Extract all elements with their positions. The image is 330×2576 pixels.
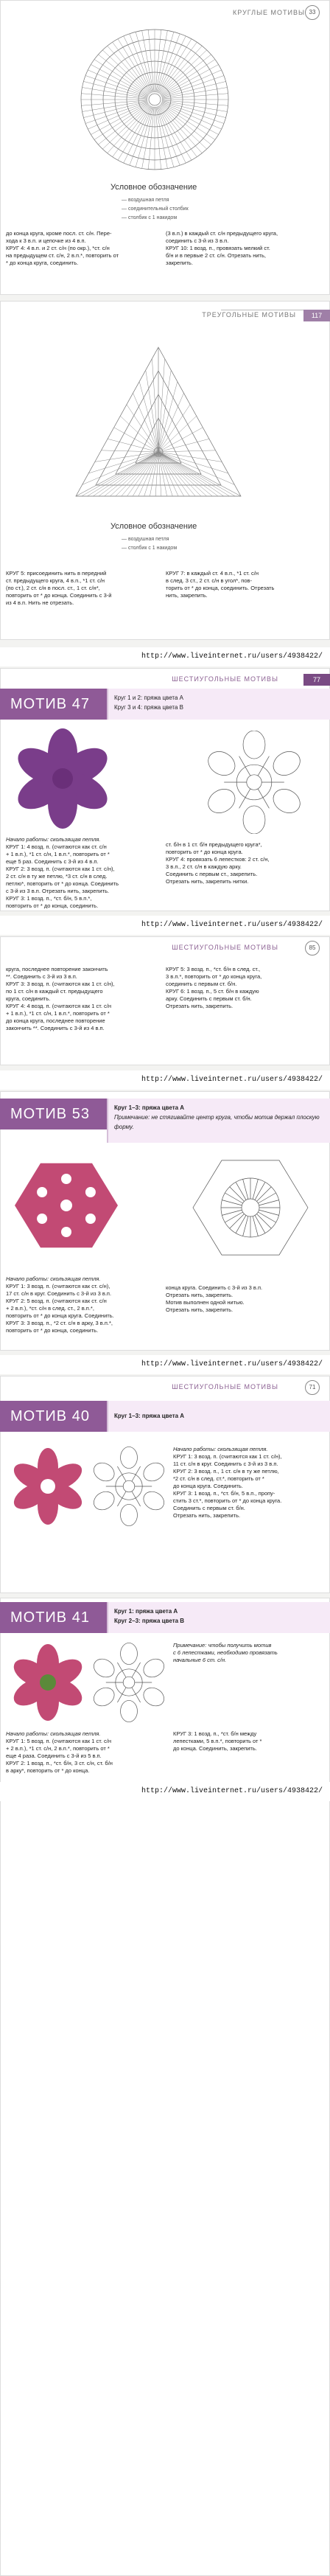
stitch-mark: [132, 1663, 141, 1677]
text-line: КРУГ 4: провязать 6 лепестков: 2 ст. с/н,: [166, 856, 270, 863]
page-header: ШЕСТИУГОЛЬНЫЕ МОТИВЫ: [172, 675, 278, 683]
source-url[interactable]: http://www.liveinternet.ru/users/4938422/: [141, 1076, 323, 1084]
text-line: КРУГ 3: 1 возд. п., *ст. б/н, 5 в.п.*,: [6, 895, 92, 902]
text-line: Начало работы: скользящая петля.: [6, 1730, 101, 1737]
stitch-mark: [132, 1466, 141, 1481]
text-line: **. Соединить с 3-й из 3 в.п.: [6, 973, 77, 980]
triangle-crochet-diagram: [70, 341, 247, 504]
text-line: торить от * до конца, соединить. Отрезать: [166, 585, 275, 591]
text-line: 3 в.п.*, повторить от * до конца круга,: [166, 973, 262, 980]
stitch-mark: [158, 450, 216, 452]
stitch-mark: [94, 60, 149, 96]
page-header: ШЕСТИУГОЛЬНЫЕ МОТИВЫ: [172, 944, 278, 951]
text-line: КРУГ 2: 1 возд. п., *ст. б/н, 3 ст. с/н, ст. б/н: [6, 1760, 113, 1766]
text-line: закрепить.: [166, 260, 193, 266]
diagram-petal: [121, 1447, 138, 1468]
text-line: в след. 3 ст., 2 ст. с/н в угол*, пов-: [166, 577, 253, 584]
stitch-mark: [256, 1214, 271, 1228]
text-line: КРУГ 4: 4 в.п. и 2 ст. с/н (по окр.), *ст. с/н: [6, 245, 110, 251]
text-line: Отрезать нить, закрепить.: [166, 1292, 234, 1298]
motif-40-photo: [7, 1446, 88, 1527]
instructions-right: [166, 966, 320, 1010]
diagram-petal: [91, 1459, 118, 1484]
motif-title: МОТИВ 53: [0, 1099, 113, 1129]
text-line: до конца круга, кроме посл. ст. с/н. Пере-: [6, 230, 112, 237]
text-line: Мотив выполнен одной нитью.: [166, 1299, 245, 1306]
text-line: до конца круга. Соединить.: [173, 1483, 243, 1489]
source-url-bar: [0, 1355, 330, 1374]
yarn-round-info: Круг 1 и 2: пряжа цвета А: [114, 695, 183, 701]
diagram-petal: [140, 1488, 167, 1513]
stitch-mark: [161, 104, 215, 140]
round-crochet-diagram: [74, 22, 236, 177]
stitch-mark: [162, 102, 226, 118]
stitch-mark: [162, 81, 226, 97]
motif-47-diagram: [199, 731, 309, 834]
diagram-petal: [243, 731, 265, 759]
stitch-mark: [88, 70, 148, 97]
yarn-hole: [61, 1227, 71, 1237]
stitch-mark: [117, 1466, 126, 1481]
text-line: КРУГ 5: присоединить нить в передний: [6, 570, 107, 577]
instructions-right: [173, 1446, 324, 1520]
diagram-hexagon: [193, 1160, 308, 1255]
legend-row: — воздушная петля: [122, 198, 169, 203]
text-line: (по ст.), 2 ст. с/н в посл. ст., 1 ст. с/н*,: [6, 585, 100, 591]
stitch-mark: [117, 1688, 126, 1702]
instructions-right: [166, 841, 320, 885]
stitch-mark: [117, 1663, 126, 1677]
text-line: Соединить с первым ст. б/н.: [173, 1505, 245, 1511]
stitch-mark: [161, 103, 219, 135]
text-line: КРУГ 6: 1 возд. п., 5 ст. б/н в каждую: [166, 988, 259, 995]
page-header: КРУГЛЫЕ МОТИВЫ: [233, 9, 305, 16]
stitch-mark: [91, 103, 148, 135]
motif-40-diagram: [88, 1446, 169, 1527]
text-line: + 1 в.п.), *1 ст. с/н, 1 в.п.*, повторить от *: [6, 851, 110, 857]
yarn-hole: [37, 1187, 47, 1197]
diagram-petal: [269, 784, 304, 818]
legend-title: Условное обозначение: [110, 183, 197, 192]
text-line: КРУГ 3: 1 возд. п., *ст. б/н между: [173, 1730, 257, 1737]
text-line: 17 ст. с/н в круг. Соединить с 3-й из 3 в.п.: [6, 1290, 112, 1297]
stitch-mark: [161, 60, 215, 96]
text-line: КРУГ 1: 3 возд. п. (считаются как ст. с/н),: [6, 1283, 110, 1289]
stitch-mark: [256, 1187, 271, 1202]
stitch-mark: [258, 756, 269, 776]
text-line: повторить от * до конца круга.: [166, 849, 243, 855]
stitch-mark: [158, 382, 178, 452]
yarn-round-info: Круг 2–3: пряжа цвета В: [114, 1618, 185, 1624]
stitch-mark: [102, 50, 150, 94]
diagram-petal: [204, 747, 239, 780]
page-round-motifs: [0, 0, 330, 295]
text-line: петлю*, повторить от * до конца. Соединить: [6, 880, 119, 887]
stitch-mark: [113, 42, 151, 94]
text-line: лепестками, 5 в.п.*, повторить от *: [173, 1738, 262, 1744]
text-line: арку. Соединить с первым ст. б/н.: [166, 995, 252, 1002]
text-line: *2 ст. с/н в след. ст.*, повторить от *: [173, 1475, 264, 1482]
diagram-petal: [140, 1684, 167, 1709]
yarn-round-info: Примечание: не стягивайте центр круга, чтобы мотив держал плоскую форму.: [114, 1114, 320, 1130]
stitch-mark: [139, 382, 158, 452]
yarn-hole: [85, 1214, 96, 1224]
text-line: КРУГ 3: 1 возд. п., *ст. б/н, 5 в.п., пропу-: [173, 1490, 275, 1497]
stitch-mark: [160, 105, 207, 149]
text-line: конца круга. Соединить с 3-й из 3 в.п.: [166, 1284, 263, 1291]
page-hex-text: [0, 936, 330, 1065]
page-motif-53: [0, 1091, 330, 1351]
motif-47-photo: [7, 727, 118, 830]
source-url-bar: [0, 916, 330, 935]
instructions-left: [6, 1730, 157, 1775]
diagram-ring: [247, 775, 261, 790]
text-line: закончить **. Соединить с 3-й из 4 в.п.: [6, 1025, 105, 1031]
stitch-mark: [258, 789, 269, 809]
yarn-info: [107, 1602, 330, 1633]
stitch-mark: [83, 81, 147, 97]
text-line: КРУГ 10: 1 возд. п., провязать мелкий ст.: [166, 245, 270, 251]
stitch-mark: [113, 105, 151, 157]
diagram-petal: [91, 1684, 118, 1709]
text-line: 11 ст. с/н в круг. Соединить с 3-й из 3 в.п.: [173, 1461, 278, 1467]
stitch-mark: [94, 104, 149, 140]
text-line: Отрезать нить, закрепить нитки.: [166, 878, 249, 885]
legend-row: — столбик с 1 накидом: [122, 215, 178, 220]
stitch-mark: [124, 36, 152, 93]
text-line: Начало работы: скользящая петля.: [6, 836, 101, 843]
page-number: 85: [305, 941, 320, 955]
source-url-bar: [0, 1071, 330, 1090]
source-url-bar: [0, 647, 330, 666]
page-number: 77: [303, 674, 330, 686]
text-line: соединить с первым ст. б/н.: [166, 981, 237, 987]
text-line: (3 в.п.) в каждый ст. с/н предыдущего круга,: [166, 230, 278, 237]
stitch-mark: [136, 32, 152, 92]
stitch-mark: [102, 105, 150, 149]
text-line: ст. предыдущего круга, 4 в.п., *1 ст. с/н: [6, 577, 105, 584]
text-line: начальные 6 ст. с/н.: [173, 1657, 227, 1663]
stitch-mark: [157, 32, 174, 92]
text-line: Соединить с первым ст., закрепить.: [166, 871, 258, 877]
motif-title: МОТИВ 40: [0, 1401, 113, 1432]
text-line: повторить от * до конца круга. Соединить.: [6, 1312, 114, 1319]
instructions-right: [166, 230, 320, 267]
page-motif-41: [0, 1598, 330, 2576]
page-header: ШЕСТИУГОЛЬНЫЕ МОТИВЫ: [172, 1383, 278, 1390]
diagram-petal: [121, 1643, 138, 1664]
stitch-mark: [83, 102, 147, 118]
stitch-mark: [230, 1187, 245, 1202]
text-line: Примечание: чтобы получить мотив: [173, 1642, 272, 1649]
yarn-hole: [85, 1187, 96, 1197]
stitch-mark: [239, 789, 250, 809]
text-line: 3 в.п., 2 ст. с/н в каждую арку.: [166, 863, 242, 870]
motif-title: МОТИВ 41: [0, 1602, 113, 1633]
text-line: еще 5 раз. Соединить с 3-й из 4 в.п.: [6, 858, 99, 865]
instructions-left: [6, 570, 157, 607]
yarn-round-info: Круг 1–3: пряжа цвета А: [114, 1413, 185, 1419]
text-line: из 4 в.п. Нить не отрезать.: [6, 599, 74, 606]
text-line: КРУГ 1: 3 возд. п. (считаются как 1 ст. с/н),: [173, 1453, 282, 1460]
stitch-mark: [124, 106, 152, 163]
diagram-ring: [123, 1677, 135, 1688]
stitch-mark: [158, 106, 186, 163]
source-url[interactable]: http://www.liveinternet.ru/users/4938422/: [141, 921, 323, 929]
motif-53-photo: [7, 1150, 125, 1261]
text-line: КРУГ 2: 3 возд. п. (считаются как 1 ст. с/н),: [6, 866, 115, 872]
motif-41-diagram: [88, 1642, 169, 1723]
text-line: КРУГ 1: 5 возд. п. (считаются как 1 ст. с/н: [6, 1738, 111, 1744]
diagram-petal: [243, 806, 265, 834]
yarn-round-info: Круг 3 и 4: пряжа цвета В: [114, 704, 183, 711]
diagram-ring: [242, 1199, 259, 1216]
instructions-left: [6, 966, 157, 1032]
text-line: + 2 в.п.), *1 ст. с/н, 2 в.п.*, повторить от *: [6, 1745, 110, 1752]
legend-row: — столбик с 1 накидом: [122, 546, 178, 551]
page-motif-47: [0, 668, 330, 911]
text-line: Отрезать нить, закрепить.: [173, 1512, 241, 1519]
stitch-mark: [239, 756, 250, 776]
stitch-mark: [136, 107, 152, 167]
page-number: 117: [303, 310, 330, 321]
text-line: повторить от * до конца. Соединить с 3-й: [6, 592, 112, 599]
yarn-hole: [37, 1214, 47, 1224]
text-line: Отрезать нить, закрепить.: [166, 1003, 234, 1009]
motif-53-diagram: [188, 1149, 313, 1267]
text-line: стить 3 ст.*, повторить от * до конца круга.: [173, 1497, 282, 1504]
legend-row: — воздушная петля: [122, 537, 169, 542]
text-line: КРУГ 2: 3 возд. п., 1 ст. с/н в ту же петлю,: [173, 1468, 279, 1475]
stitch-mark: [230, 1214, 245, 1228]
diagram-ring: [123, 1480, 135, 1492]
text-line: 2 ст. с/н в ту же петлю, *3 ст. с/н в след.: [6, 873, 108, 880]
text-line: нить, закрепить.: [166, 592, 208, 599]
diagram-petal: [121, 1504, 138, 1525]
diagram-petal: [140, 1655, 167, 1680]
stitch-mark: [91, 65, 148, 97]
instructions-left: [6, 1275, 157, 1334]
text-line: б/н и в первые 2 ст. с/н. Отрезать нить,: [166, 252, 266, 259]
yarn-hole: [61, 1174, 71, 1184]
text-line: ст. б/н в 1 ст. б/н предыдущего круга*,: [166, 841, 262, 848]
text-line: КРУГ 5: 3 возд. п., *ст. б/н в след. ст.,: [166, 966, 261, 972]
source-url[interactable]: http://www.liveinternet.ru/users/4938422/: [141, 652, 323, 661]
stitch-mark: [159, 105, 197, 157]
text-line: соединить с 3-й из 3 в.п.: [166, 237, 229, 244]
stitch-mark: [157, 107, 174, 167]
text-line: по 1 ст. с/н в каждый ст. предыдущего: [6, 988, 103, 995]
motif-41-photo: [7, 1642, 88, 1723]
instructions-right-note: [173, 1642, 324, 1664]
diagram-petal: [269, 747, 304, 780]
text-line: КРУГ 3: 3 возд. п. (считаются как 1 ст. с/н),: [6, 981, 115, 987]
stitch-mark: [132, 1688, 141, 1702]
text-line: еще 4 раза. Соединить с 3-й из 5 в.п.: [6, 1752, 102, 1759]
text-line: в арку*, повторить от * до конца.: [6, 1767, 90, 1774]
motif-title: МОТИВ 47: [0, 689, 113, 720]
text-line: хода к 3 в.п. и цепочке из 4 в.п.: [6, 237, 86, 244]
page-number: 71: [305, 1380, 320, 1395]
text-line: Начало работы: скользящая петля.: [6, 1275, 101, 1282]
text-line: + 1 в.п.), *1 ст. с/н, 1 в.п.*, повторить от *: [6, 1010, 110, 1017]
page-header: ТРЕУГОЛЬНЫЕ МОТИВЫ: [202, 311, 296, 318]
yarn-round-info: Круг 1–3: пряжа цвета А: [114, 1104, 185, 1111]
text-line: до конца. Соединить, закрепить.: [173, 1745, 257, 1752]
text-line: Отрезать нить, закрепить.: [166, 1306, 234, 1313]
text-line: с 3-й из 3 в.п. Отрезать нить, закрепить.: [6, 888, 110, 894]
legend-title: Условное обозначение: [110, 522, 197, 531]
stitch-mark: [117, 1491, 126, 1506]
text-line: повторить от * до конца, соединить.: [6, 902, 99, 909]
diagram-petal: [140, 1459, 167, 1484]
diagram-petal: [121, 1700, 138, 1722]
text-line: КРУГ 3: 3 возд. п., *2 ст. с/н в арку, 3 в.п.*,: [6, 1320, 113, 1326]
text-line: * до конца круга, соединить.: [6, 260, 79, 266]
stitch-mark: [161, 102, 222, 129]
yarn-round-info: Круг 1: пряжа цвета А: [114, 1608, 178, 1615]
text-line: круга, соединить.: [6, 995, 51, 1002]
instructions-right: [166, 570, 320, 599]
legend-row: — соединительный столбик: [122, 206, 189, 212]
text-line: повторить от * до конца, соединить.: [6, 1327, 99, 1334]
stitch-mark: [159, 42, 197, 94]
yarn-info: [107, 1401, 330, 1432]
page-motif-40: [0, 1376, 330, 1593]
instructions-left: [6, 836, 157, 910]
stitch-mark: [88, 102, 148, 129]
diagram-petal: [91, 1488, 118, 1513]
text-line: до конца круга, последнее повторение: [6, 1017, 105, 1024]
text-line: КРУГ 2: 5 возд. п. (считаются как ст. с/н: [6, 1298, 107, 1304]
text-line: на предыдущем ст. с/н, 2 в.п.*, повторить от: [6, 252, 119, 259]
stitch-mark: [161, 65, 219, 97]
text-line: с 6 лепестками, необходимо провязать: [173, 1649, 278, 1656]
text-line: круга, последнее повторение закончить: [6, 966, 108, 972]
stitch-mark: [158, 36, 186, 93]
source-url[interactable]: http://www.liveinternet.ru/users/4938422/: [141, 1360, 323, 1368]
yarn-info: [107, 689, 330, 720]
instructions-right: [166, 1284, 320, 1314]
diagram-petal: [204, 784, 239, 818]
stitch-mark: [161, 70, 222, 97]
page-number: 33: [305, 5, 320, 20]
source-url[interactable]: http://www.liveinternet.ru/users/4938422/: [141, 1787, 323, 1795]
instructions-right: [173, 1730, 324, 1752]
text-line: + 2 в.п.), *ст. с/н в след. ст., 2 в.п.*,: [6, 1305, 94, 1312]
instructions-left: [6, 230, 157, 267]
yarn-info: [107, 1099, 330, 1143]
source-url-bar: [0, 1782, 330, 1801]
text-line: КРУГ 4: 4 возд. п. (считаются как 1 ст. с/н: [6, 1003, 111, 1009]
page-triangle-motifs: [0, 301, 330, 640]
stitch-mark: [160, 50, 207, 94]
diagram-petal: [91, 1655, 118, 1680]
stitch-mark: [132, 1491, 141, 1506]
text-line: Начало работы: скользящая петля.: [173, 1446, 268, 1452]
text-line: КРУГ 7: в каждый ст. 4 в.п., *1 ст. с/н: [166, 570, 259, 577]
stitch-mark: [101, 450, 158, 452]
text-line: КРУГ 1: 4 возд. п. (считаются как ст. с/н: [6, 843, 107, 850]
